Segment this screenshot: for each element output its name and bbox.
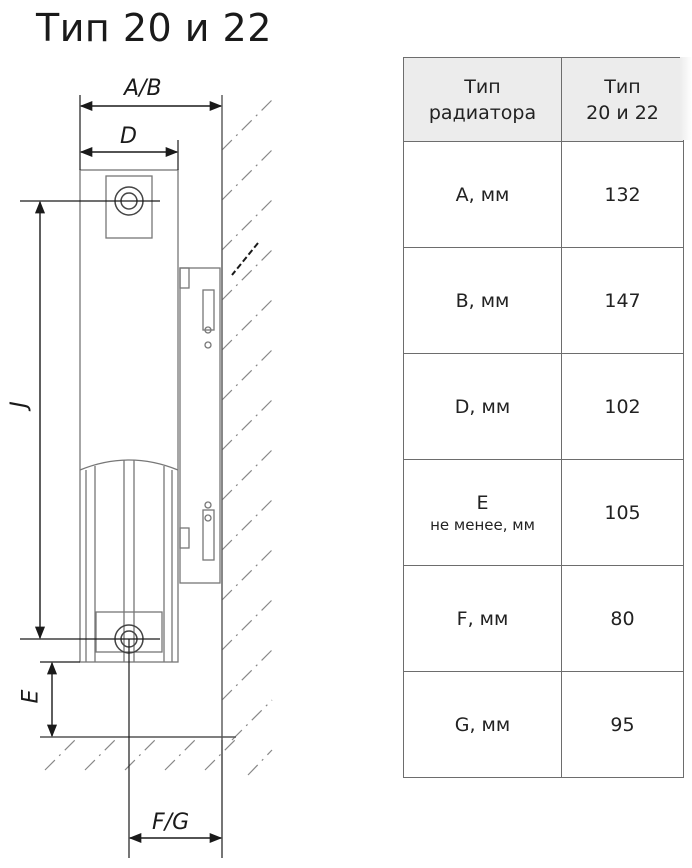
value-cell: 95 [562,672,684,778]
dim-label-fg: F/G [152,810,190,835]
dimension-lines [40,106,221,838]
value-cell: 105 [562,460,684,566]
table-row [404,142,684,248]
specs-table [403,57,684,778]
dim-label-j: J [6,401,32,408]
header-type-value [562,58,684,142]
param-cell: B, мм [404,248,562,354]
table-row [404,248,684,354]
table-row [404,354,684,460]
table-header-row [404,58,684,142]
table-row [404,672,684,778]
radiator-body [80,170,178,662]
param-cell [404,460,562,566]
header-type [404,58,562,142]
table-row [404,566,684,672]
param-sub: не менее, мм [430,515,535,534]
dim-label-e: E [18,689,44,704]
header-type-text: Тип радиатора [428,75,537,124]
dim-label-d: D [120,124,137,149]
param-cell: А, мм [404,142,562,248]
wall-hatching [222,100,272,775]
param-cell: D, мм [404,354,562,460]
param-cell: G, мм [404,672,562,778]
dim-label-ab: A/B [124,76,162,101]
param-main: E [476,491,489,514]
value-cell: 80 [562,566,684,672]
param-cell: F, мм [404,566,562,672]
table-edge-fade [680,57,692,140]
header-type-value-text: Тип 20 и 22 [586,75,659,124]
value-cell: 102 [562,354,684,460]
value-cell: 132 [562,142,684,248]
floor-hatching [45,737,238,770]
page-title: Тип 20 и 22 [36,6,272,50]
wall-bracket [180,268,220,583]
value-cell: 147 [562,248,684,354]
table-row [404,460,684,566]
